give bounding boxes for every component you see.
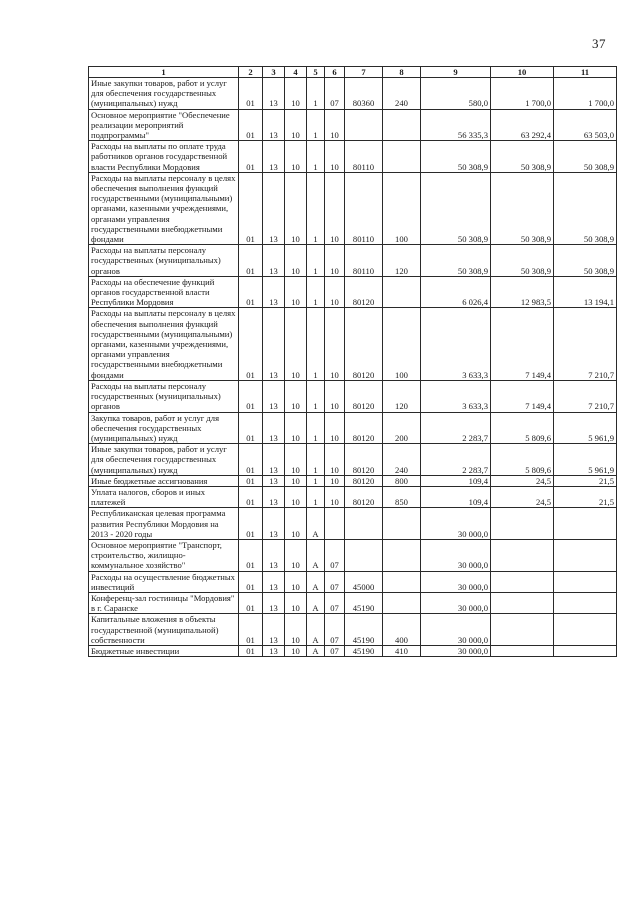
code-cell: 80120	[345, 308, 383, 380]
amount-cell: 21,5	[554, 486, 617, 507]
code-cell	[383, 109, 421, 141]
amount-cell: 21,5	[554, 475, 617, 486]
table-row	[89, 308, 617, 380]
code-cell: 01	[239, 78, 263, 110]
code-cell: 240	[383, 78, 421, 110]
amount-cell	[491, 614, 554, 646]
code-cell: 01	[239, 614, 263, 646]
amount-cell: 50 308,9	[421, 141, 491, 173]
code-cell: 1	[307, 276, 325, 308]
amount-cell: 30 000,0	[421, 592, 491, 613]
code-cell: 07	[325, 645, 345, 656]
code-cell	[345, 508, 383, 540]
code-cell: 10	[285, 614, 307, 646]
code-cell: 10	[285, 539, 307, 571]
header-cell: 7	[345, 67, 383, 78]
code-cell: А	[307, 645, 325, 656]
code-cell: 10	[285, 380, 307, 412]
amount-cell	[554, 571, 617, 592]
header-cell: 10	[491, 67, 554, 78]
code-cell: 01	[239, 276, 263, 308]
code-cell: 10	[325, 172, 345, 244]
code-cell: 850	[383, 486, 421, 507]
amount-cell: 7 210,7	[554, 308, 617, 380]
table-row	[89, 412, 617, 444]
amount-cell: 3 633,3	[421, 380, 491, 412]
code-cell: 45190	[345, 614, 383, 646]
code-cell: 10	[285, 276, 307, 308]
code-cell: 10	[325, 444, 345, 476]
code-cell: 120	[383, 245, 421, 277]
code-cell: 80120	[345, 380, 383, 412]
code-cell: 10	[285, 78, 307, 110]
amount-cell: 7 149,4	[491, 380, 554, 412]
amount-cell: 50 308,9	[421, 245, 491, 277]
header-cell: 3	[263, 67, 285, 78]
table-row	[89, 571, 617, 592]
code-cell: 80110	[345, 245, 383, 277]
amount-cell: 30 000,0	[421, 571, 491, 592]
code-cell: 10	[285, 592, 307, 613]
header-cell: 2	[239, 67, 263, 78]
code-cell: 13	[263, 245, 285, 277]
row-name-cell: Расходы на обеспечение функций органов государственной власти Республики Мордовия	[89, 276, 239, 308]
code-cell: 13	[263, 141, 285, 173]
amount-cell	[491, 592, 554, 613]
code-cell: 240	[383, 444, 421, 476]
code-cell: А	[307, 592, 325, 613]
row-name-cell: Бюджетные инвестиции	[89, 645, 239, 656]
amount-cell: 50 308,9	[554, 245, 617, 277]
header-cell: 4	[285, 67, 307, 78]
amount-cell: 50 308,9	[554, 141, 617, 173]
code-cell: 10	[285, 308, 307, 380]
code-cell: 1	[307, 486, 325, 507]
page-number: 37	[592, 36, 606, 51]
code-cell: 13	[263, 412, 285, 444]
amount-cell	[554, 539, 617, 571]
table-row	[89, 475, 617, 486]
row-name-cell: Расходы на выплаты по оплате труда работников органов государственной власти Республики Мордовия	[89, 141, 239, 173]
code-cell: 10	[325, 380, 345, 412]
header-cell: 8	[383, 67, 421, 78]
table-row	[89, 486, 617, 507]
code-cell: 10	[285, 444, 307, 476]
amount-cell: 12 983,5	[491, 276, 554, 308]
code-cell: 400	[383, 614, 421, 646]
amount-cell	[554, 614, 617, 646]
code-cell: 1	[307, 412, 325, 444]
amount-cell: 2 283,7	[421, 412, 491, 444]
code-cell: 07	[325, 592, 345, 613]
code-cell: 07	[325, 78, 345, 110]
row-name-cell: Уплата налогов, сборов и иных платежей	[89, 486, 239, 507]
code-cell: 410	[383, 645, 421, 656]
code-cell: 80110	[345, 172, 383, 244]
code-cell: 13	[263, 109, 285, 141]
table-row	[89, 245, 617, 277]
amount-cell: 30 000,0	[421, 508, 491, 540]
code-cell: 01	[239, 172, 263, 244]
code-cell: 01	[239, 592, 263, 613]
amount-cell: 30 000,0	[421, 645, 491, 656]
code-cell: 13	[263, 308, 285, 380]
code-cell: 10	[285, 508, 307, 540]
code-cell: 10	[285, 172, 307, 244]
code-cell	[345, 539, 383, 571]
code-cell: 80120	[345, 412, 383, 444]
amount-cell: 109,4	[421, 486, 491, 507]
amount-cell: 50 308,9	[554, 172, 617, 244]
code-cell: А	[307, 571, 325, 592]
row-name-cell: Расходы на выплаты персоналу в целях обеспечения выполнения функций государственными (муниципальными) органами, казенными учреждениями, органами управления государственными внебюджетными фондами	[89, 308, 239, 380]
code-cell: 01	[239, 486, 263, 507]
amount-cell: 56 335,3	[421, 109, 491, 141]
code-cell	[383, 592, 421, 613]
amount-cell	[491, 539, 554, 571]
code-cell: 1	[307, 109, 325, 141]
code-cell: 1	[307, 380, 325, 412]
header-cell: 9	[421, 67, 491, 78]
amount-cell	[491, 508, 554, 540]
amount-cell: 1 700,0	[491, 78, 554, 110]
code-cell: 10	[285, 571, 307, 592]
table-row	[89, 614, 617, 646]
row-name-cell: Иные закупки товаров, работ и услуг для обеспечения государственных (муниципальных) нужд	[89, 444, 239, 476]
row-name-cell: Расходы на выплаты персоналу в целях обеспечения выполнения функций государственными (муниципальными) органами, казенными учреждениями, органами управления государственными внебюджетными фондами	[89, 172, 239, 244]
row-name-cell: Закупка товаров, работ и услуг для обеспечения государственных (муниципальных) нужд	[89, 412, 239, 444]
code-cell: 10	[285, 109, 307, 141]
amount-cell: 5 809,6	[491, 412, 554, 444]
code-cell: 01	[239, 380, 263, 412]
table-row	[89, 78, 617, 110]
amount-cell: 1 700,0	[554, 78, 617, 110]
code-cell: 45000	[345, 571, 383, 592]
amount-cell: 2 283,7	[421, 444, 491, 476]
code-cell: 01	[239, 539, 263, 571]
row-name-cell: Расходы на осуществление бюджетных инвестиций	[89, 571, 239, 592]
table-row	[89, 109, 617, 141]
code-cell: 1	[307, 245, 325, 277]
code-cell: 10	[285, 245, 307, 277]
budget-table	[88, 66, 617, 657]
header-cell: 11	[554, 67, 617, 78]
amount-cell	[491, 645, 554, 656]
code-cell: 10	[325, 245, 345, 277]
code-cell: 1	[307, 78, 325, 110]
code-cell: 45190	[345, 645, 383, 656]
code-cell	[383, 276, 421, 308]
table-row	[89, 539, 617, 571]
code-cell: 10	[285, 141, 307, 173]
code-cell: 45190	[345, 592, 383, 613]
code-cell: 10	[285, 475, 307, 486]
code-cell: 80120	[345, 475, 383, 486]
code-cell: 80120	[345, 276, 383, 308]
code-cell: 13	[263, 172, 285, 244]
code-cell: 80360	[345, 78, 383, 110]
row-name-cell: Основное мероприятие "Транспорт, строительство, жилищно-коммунальное хозяйство"	[89, 539, 239, 571]
code-cell: 800	[383, 475, 421, 486]
code-cell: 01	[239, 645, 263, 656]
table-row	[89, 645, 617, 656]
amount-cell	[554, 645, 617, 656]
code-cell	[383, 571, 421, 592]
amount-cell: 6 026,4	[421, 276, 491, 308]
code-cell: 13	[263, 592, 285, 613]
row-name-cell: Расходы на выплаты персоналу государственных (муниципальных) органов	[89, 380, 239, 412]
amount-cell: 63 292,4	[491, 109, 554, 141]
code-cell: 80110	[345, 141, 383, 173]
code-cell: 07	[325, 614, 345, 646]
code-cell: 10	[325, 475, 345, 486]
code-cell: 13	[263, 486, 285, 507]
amount-cell	[491, 571, 554, 592]
amount-cell: 50 308,9	[491, 172, 554, 244]
amount-cell: 7 149,4	[491, 308, 554, 380]
code-cell: А	[307, 508, 325, 540]
table-row	[89, 508, 617, 540]
code-cell: 1	[307, 141, 325, 173]
row-name-cell: Расходы на выплаты персоналу государственных (муниципальных) органов	[89, 245, 239, 277]
code-cell	[383, 539, 421, 571]
table-row	[89, 592, 617, 613]
amount-cell: 24,5	[491, 475, 554, 486]
header-cell: 1	[89, 67, 239, 78]
code-cell: 13	[263, 276, 285, 308]
code-cell: 13	[263, 444, 285, 476]
code-cell: 13	[263, 539, 285, 571]
table-row	[89, 276, 617, 308]
row-name-cell: Иные бюджетные ассигнования	[89, 475, 239, 486]
code-cell: 200	[383, 412, 421, 444]
code-cell: 10	[325, 486, 345, 507]
code-cell: 13	[263, 614, 285, 646]
amount-cell: 24,5	[491, 486, 554, 507]
amount-cell: 109,4	[421, 475, 491, 486]
code-cell	[383, 508, 421, 540]
code-cell: 01	[239, 571, 263, 592]
code-cell: А	[307, 614, 325, 646]
code-cell: 10	[325, 141, 345, 173]
code-cell: 01	[239, 475, 263, 486]
amount-cell: 7 210,7	[554, 380, 617, 412]
code-cell: 1	[307, 308, 325, 380]
code-cell: 10	[285, 486, 307, 507]
code-cell: 80120	[345, 444, 383, 476]
amount-cell: 63 503,0	[554, 109, 617, 141]
code-cell: 01	[239, 444, 263, 476]
code-cell: 80120	[345, 486, 383, 507]
code-cell: 1	[307, 444, 325, 476]
code-cell: 10	[325, 412, 345, 444]
code-cell: 10	[325, 109, 345, 141]
code-cell: 01	[239, 412, 263, 444]
code-cell: 01	[239, 245, 263, 277]
code-cell: 13	[263, 78, 285, 110]
code-cell: 10	[325, 276, 345, 308]
code-cell: 13	[263, 475, 285, 486]
amount-cell: 5 961,9	[554, 444, 617, 476]
code-cell	[325, 508, 345, 540]
amount-cell: 3 633,3	[421, 308, 491, 380]
code-cell	[345, 109, 383, 141]
code-cell: 01	[239, 141, 263, 173]
table-body	[89, 78, 617, 657]
amount-cell: 13 194,1	[554, 276, 617, 308]
code-cell: 100	[383, 172, 421, 244]
code-cell: 13	[263, 508, 285, 540]
code-cell: 13	[263, 571, 285, 592]
amount-cell: 30 000,0	[421, 539, 491, 571]
code-cell: 01	[239, 508, 263, 540]
amount-cell: 580,0	[421, 78, 491, 110]
amount-cell	[554, 592, 617, 613]
table-row	[89, 141, 617, 173]
amount-cell	[554, 508, 617, 540]
code-cell: 10	[325, 308, 345, 380]
amount-cell: 30 000,0	[421, 614, 491, 646]
code-cell: 1	[307, 172, 325, 244]
row-name-cell: Основное мероприятие "Обеспечение реализации мероприятий подпрограммы"	[89, 109, 239, 141]
code-cell: А	[307, 539, 325, 571]
code-cell: 01	[239, 109, 263, 141]
table-row	[89, 380, 617, 412]
code-cell: 01	[239, 308, 263, 380]
code-cell: 10	[285, 645, 307, 656]
code-cell: 07	[325, 539, 345, 571]
header-cell: 5	[307, 67, 325, 78]
code-cell: 1	[307, 475, 325, 486]
code-cell: 10	[285, 412, 307, 444]
code-cell: 100	[383, 308, 421, 380]
code-cell: 13	[263, 645, 285, 656]
row-name-cell: Иные закупки товаров, работ и услуг для обеспечения государственных (муниципальных) нужд	[89, 78, 239, 110]
code-cell: 120	[383, 380, 421, 412]
amount-cell: 50 308,9	[491, 245, 554, 277]
amount-cell: 50 308,9	[491, 141, 554, 173]
header-row	[89, 67, 617, 78]
row-name-cell: Конференц-зал гостиницы "Мордовия" в г. Саранске	[89, 592, 239, 613]
table-row	[89, 172, 617, 244]
table-row	[89, 444, 617, 476]
row-name-cell: Республиканская целевая программа развития Республики Мордовия на 2013 - 2020 годы	[89, 508, 239, 540]
code-cell	[383, 141, 421, 173]
header-cell: 6	[325, 67, 345, 78]
code-cell: 07	[325, 571, 345, 592]
amount-cell: 50 308,9	[421, 172, 491, 244]
amount-cell: 5 961,9	[554, 412, 617, 444]
code-cell: 13	[263, 380, 285, 412]
amount-cell: 5 809,6	[491, 444, 554, 476]
row-name-cell: Капитальные вложения в объекты государственной (муниципальной) собственности	[89, 614, 239, 646]
